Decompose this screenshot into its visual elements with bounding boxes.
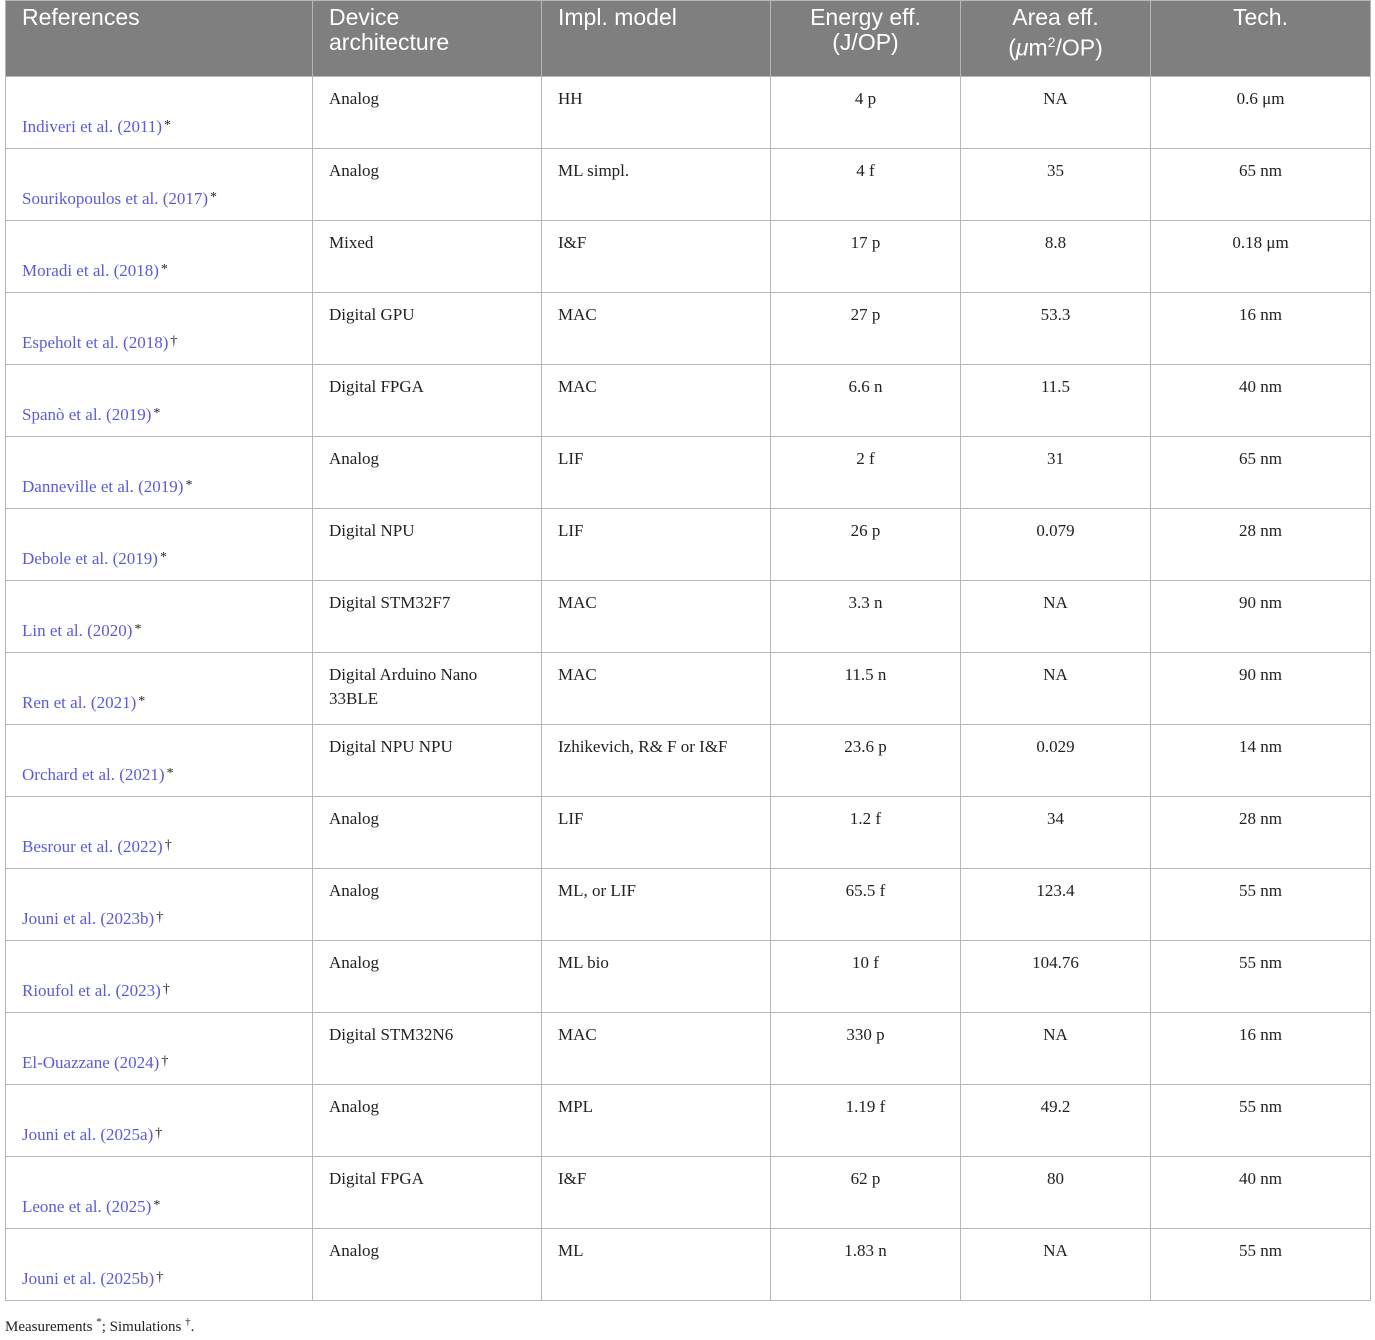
- device-architecture-value: Digital NPU: [329, 521, 415, 540]
- impl-model-value: ML bio: [558, 953, 609, 972]
- tech-value: 28 nm: [1239, 521, 1282, 540]
- cell-tech: [1151, 1157, 1371, 1229]
- cell-impl-model: [542, 293, 771, 365]
- cell-tech: [1151, 869, 1371, 941]
- table-row: [6, 365, 1371, 437]
- device-architecture-value: Digital FPGA: [329, 377, 424, 396]
- cell-device-architecture: [313, 221, 542, 293]
- energy-eff-value: 1.2 f: [849, 809, 882, 828]
- header-references-label: References: [22, 4, 140, 30]
- cell-reference: [6, 1157, 313, 1229]
- cell-impl-model: [542, 221, 771, 293]
- header-area-eff-mu: μ: [1015, 34, 1029, 61]
- energy-eff-value: 3.3 n: [848, 593, 883, 612]
- area-eff-value: NA: [1043, 665, 1068, 684]
- cell-device-architecture: [313, 437, 542, 509]
- tech-value: 16 nm: [1239, 1025, 1282, 1044]
- cell-impl-model: [542, 797, 771, 869]
- cell-area-eff: [961, 365, 1151, 437]
- header-area-eff-line1: Area eff.: [1012, 4, 1099, 30]
- cell-tech: [1151, 725, 1371, 797]
- cell-reference: [6, 509, 313, 581]
- cell-device-architecture: [313, 149, 542, 221]
- cell-device-architecture: [313, 941, 542, 1013]
- cell-reference: [6, 653, 313, 725]
- table-row: [6, 653, 1371, 725]
- footnote-measurements: Measurements: [5, 1319, 93, 1335]
- energy-eff-value: 23.6 p: [844, 737, 887, 756]
- cell-tech: [1151, 437, 1371, 509]
- cell-impl-model: [542, 1229, 771, 1301]
- impl-model-value: MAC: [558, 593, 597, 612]
- cell-area-eff: [961, 581, 1151, 653]
- impl-model-value: MAC: [558, 665, 597, 684]
- cell-impl-model: [542, 1085, 771, 1157]
- table-body: [6, 77, 1371, 1301]
- tech-value: 55 nm: [1239, 1097, 1282, 1116]
- cell-tech: [1151, 149, 1371, 221]
- energy-eff-value: 2 f: [856, 449, 875, 468]
- impl-model-value: I&F: [558, 1169, 587, 1188]
- tech-value: 55 nm: [1239, 881, 1282, 900]
- reference-link[interactable]: El-Ouazzane (2024): [22, 1053, 160, 1072]
- header-device-architecture: [313, 1, 542, 77]
- cell-impl-model: [542, 365, 771, 437]
- cell-impl-model: [542, 149, 771, 221]
- cell-tech: [1151, 941, 1371, 1013]
- impl-model-value: HH: [558, 89, 583, 108]
- device-architecture-value: Analog: [329, 1241, 380, 1260]
- reference-link[interactable]: Jouni et al. (2025a): [22, 1125, 154, 1144]
- footnote-simulations-mark: †: [185, 1316, 191, 1328]
- cell-reference: [6, 77, 313, 149]
- cell-device-architecture: [313, 797, 542, 869]
- reference-mark: *: [185, 478, 193, 493]
- cell-area-eff: [961, 653, 1151, 725]
- reference-link[interactable]: Rioufol et al. (2023): [22, 981, 161, 1000]
- area-eff-value: NA: [1043, 1241, 1068, 1260]
- device-architecture-value: Digital Arduino Nano 33BLE: [329, 665, 478, 708]
- cell-tech: [1151, 1013, 1371, 1085]
- energy-eff-value: 26 p: [850, 521, 881, 540]
- cell-energy-eff: [771, 1085, 961, 1157]
- cell-reference: [6, 437, 313, 509]
- cell-energy-eff: [771, 437, 961, 509]
- cell-energy-eff: [771, 941, 961, 1013]
- area-eff-value: 11.5: [1040, 377, 1071, 396]
- device-architecture-value: Digital NPU NPU: [329, 737, 453, 756]
- cell-energy-eff: [771, 1157, 961, 1229]
- header-area-eff-m: m: [1028, 34, 1048, 61]
- cell-impl-model: [542, 1157, 771, 1229]
- cell-device-architecture: [313, 1157, 542, 1229]
- table-row: [6, 149, 1371, 221]
- cell-energy-eff: [771, 797, 961, 869]
- cell-area-eff: [961, 437, 1151, 509]
- header-area-eff-line2: [977, 30, 1134, 61]
- tech-value: 65 nm: [1239, 449, 1282, 468]
- cell-area-eff: [961, 509, 1151, 581]
- cell-area-eff: [961, 797, 1151, 869]
- area-eff-value: 8.8: [1044, 233, 1067, 252]
- table-header: [6, 1, 1371, 77]
- cell-reference: [6, 581, 313, 653]
- cell-reference: [6, 1085, 313, 1157]
- cell-device-architecture: [313, 509, 542, 581]
- reference-mark: *: [138, 694, 146, 709]
- footnote-measurements-mark: *: [96, 1316, 102, 1328]
- reference-link[interactable]: Espeholt et al. (2018): [22, 333, 169, 352]
- device-architecture-value: Analog: [329, 881, 380, 900]
- impl-model-value: MAC: [558, 1025, 597, 1044]
- device-architecture-value: Analog: [329, 89, 380, 108]
- cell-area-eff: [961, 77, 1151, 149]
- reference-link[interactable]: Leone et al. (2025): [22, 1197, 152, 1216]
- energy-eff-value: 1.19 f: [845, 1097, 886, 1116]
- cell-area-eff: [961, 1157, 1151, 1229]
- cell-impl-model: [542, 581, 771, 653]
- cell-area-eff: [961, 221, 1151, 293]
- cell-reference: [6, 941, 313, 1013]
- impl-model-value: MAC: [558, 305, 597, 324]
- header-energy-eff: [771, 1, 961, 77]
- cell-device-architecture: [313, 1013, 542, 1085]
- cell-energy-eff: [771, 725, 961, 797]
- reference-mark: †: [161, 1054, 169, 1069]
- reference-link[interactable]: Besrour et al. (2022): [22, 837, 163, 856]
- cell-device-architecture: [313, 1085, 542, 1157]
- tech-value: 0.18 μm: [1232, 233, 1289, 252]
- impl-model-value: LIF: [558, 449, 584, 468]
- impl-model-value: MAC: [558, 377, 597, 396]
- header-impl-model: [542, 1, 771, 77]
- area-eff-value: 123.4: [1036, 881, 1075, 900]
- table-row: [6, 941, 1371, 1013]
- cell-device-architecture: [313, 77, 542, 149]
- device-architecture-value: Analog: [329, 1097, 380, 1116]
- impl-model-value: LIF: [558, 521, 584, 540]
- cell-energy-eff: [771, 1229, 961, 1301]
- tech-value: 0.6 μm: [1236, 89, 1285, 108]
- reference-mark: †: [156, 910, 164, 925]
- reference-mark: *: [159, 550, 167, 565]
- cell-impl-model: [542, 77, 771, 149]
- reference-mark: †: [155, 1126, 163, 1141]
- table-footnote: [5, 1316, 194, 1336]
- cell-device-architecture: [313, 293, 542, 365]
- reference-mark: *: [210, 190, 218, 205]
- tech-value: 40 nm: [1239, 377, 1282, 396]
- cell-impl-model: [542, 653, 771, 725]
- reference-mark: *: [153, 1198, 161, 1213]
- header-energy-eff-line2: (J/OP): [832, 29, 899, 55]
- cell-energy-eff: [771, 581, 961, 653]
- table-row: [6, 221, 1371, 293]
- cell-impl-model: [542, 509, 771, 581]
- cell-tech: [1151, 77, 1371, 149]
- device-architecture-value: Analog: [329, 809, 380, 828]
- cell-reference: [6, 869, 313, 941]
- tech-value: 16 nm: [1239, 305, 1282, 324]
- energy-eff-value: 62 p: [850, 1169, 881, 1188]
- cell-impl-model: [542, 725, 771, 797]
- area-eff-value: 31: [1047, 449, 1064, 468]
- table-row: [6, 581, 1371, 653]
- tech-value: 55 nm: [1239, 953, 1282, 972]
- device-architecture-value: Digital FPGA: [329, 1169, 424, 1188]
- cell-reference: [6, 1013, 313, 1085]
- cell-tech: [1151, 653, 1371, 725]
- area-eff-value: 0.079: [1036, 521, 1075, 540]
- cell-area-eff: [961, 869, 1151, 941]
- cell-device-architecture: [313, 869, 542, 941]
- reference-mark: *: [166, 766, 174, 781]
- area-eff-value: 35: [1047, 161, 1064, 180]
- impl-model-value: MPL: [558, 1097, 593, 1116]
- cell-reference: [6, 797, 313, 869]
- area-eff-value: 80: [1047, 1169, 1064, 1188]
- cell-area-eff: [961, 725, 1151, 797]
- area-eff-value: 53.3: [1040, 305, 1071, 324]
- device-architecture-value: Mixed: [329, 233, 374, 252]
- reference-link[interactable]: Danneville et al. (2019): [22, 477, 184, 496]
- cell-energy-eff: [771, 653, 961, 725]
- cell-tech: [1151, 797, 1371, 869]
- header-energy-eff-line1: Energy eff.: [810, 4, 921, 30]
- reference-mark: *: [134, 622, 142, 637]
- header-area-eff-prefix: (: [1008, 34, 1016, 61]
- energy-eff-value: 330 p: [846, 1025, 885, 1044]
- reference-link[interactable]: Debole et al. (2019): [22, 549, 158, 568]
- footnote-end: .: [190, 1319, 195, 1335]
- cell-reference: [6, 293, 313, 365]
- cell-reference: [6, 365, 313, 437]
- cell-energy-eff: [771, 869, 961, 941]
- cell-tech: [1151, 509, 1371, 581]
- impl-model-value: LIF: [558, 809, 584, 828]
- table-row: [6, 77, 1371, 149]
- header-area-eff-suffix: /OP): [1055, 34, 1103, 61]
- reference-link[interactable]: Ren et al. (2021): [22, 693, 137, 712]
- cell-energy-eff: [771, 509, 961, 581]
- cell-energy-eff: [771, 221, 961, 293]
- impl-model-value: Izhikevich, R& F or I&F: [558, 737, 728, 756]
- tech-value: 28 nm: [1239, 809, 1282, 828]
- cell-impl-model: [542, 869, 771, 941]
- energy-eff-value: 4 f: [856, 161, 875, 180]
- cell-tech: [1151, 581, 1371, 653]
- cell-tech: [1151, 365, 1371, 437]
- area-eff-value: 104.76: [1032, 953, 1079, 972]
- reference-mark: †: [162, 982, 170, 997]
- table-row: [6, 1157, 1371, 1229]
- cell-reference: [6, 221, 313, 293]
- footnote-separator: ;: [101, 1319, 110, 1335]
- energy-eff-value: 65.5 f: [845, 881, 886, 900]
- energy-eff-value: 1.83 n: [844, 1241, 887, 1260]
- table-row: [6, 293, 1371, 365]
- device-architecture-value: Digital GPU: [329, 305, 415, 324]
- cell-energy-eff: [771, 149, 961, 221]
- device-architecture-value: Analog: [329, 161, 380, 180]
- energy-eff-value: 4 p: [854, 89, 877, 108]
- device-architecture-value: Digital STM32N6: [329, 1025, 454, 1044]
- cell-energy-eff: [771, 365, 961, 437]
- cell-area-eff: [961, 1013, 1151, 1085]
- header-row: [6, 1, 1371, 77]
- header-area-eff-sup: 2: [1047, 34, 1056, 50]
- cell-area-eff: [961, 149, 1151, 221]
- cell-energy-eff: [771, 293, 961, 365]
- table-row: [6, 797, 1371, 869]
- impl-model-value: I&F: [558, 233, 587, 252]
- header-device-architecture-label: Device architecture: [329, 4, 450, 55]
- energy-eff-value: 6.6 n: [848, 377, 883, 396]
- area-eff-value: NA: [1043, 1025, 1068, 1044]
- tech-value: 14 nm: [1239, 737, 1282, 756]
- impl-model-value: ML, or LIF: [558, 881, 636, 900]
- table-row: [6, 437, 1371, 509]
- header-references: [6, 1, 313, 77]
- reference-mark: †: [164, 838, 172, 853]
- table-row: [6, 1229, 1371, 1301]
- energy-eff-value: 11.5 n: [844, 665, 887, 684]
- device-architecture-value: Analog: [329, 953, 380, 972]
- area-eff-value: 49.2: [1040, 1097, 1071, 1116]
- cell-area-eff: [961, 293, 1151, 365]
- area-eff-value: 34: [1047, 809, 1064, 828]
- cell-device-architecture: [313, 725, 542, 797]
- reference-link[interactable]: Moradi et al. (2018): [22, 261, 159, 280]
- cell-reference: [6, 1229, 313, 1301]
- reference-link[interactable]: Sourikopoulos et al. (2017): [22, 189, 209, 208]
- header-impl-model-label: Impl. model: [558, 4, 677, 30]
- reference-link[interactable]: Indiveri et al. (2011): [22, 117, 163, 136]
- device-architecture-value: Digital STM32F7: [329, 593, 451, 612]
- energy-eff-value: 27 p: [850, 305, 881, 324]
- cell-area-eff: [961, 1229, 1151, 1301]
- cell-reference: [6, 725, 313, 797]
- cell-tech: [1151, 1229, 1371, 1301]
- table-row: [6, 509, 1371, 581]
- cell-tech: [1151, 221, 1371, 293]
- table-row: [6, 869, 1371, 941]
- cell-energy-eff: [771, 1013, 961, 1085]
- footnote-simulations: Simulations: [109, 1319, 182, 1335]
- tech-value: 90 nm: [1239, 665, 1282, 684]
- reference-link[interactable]: Lin et al. (2020): [22, 621, 133, 640]
- area-eff-value: 0.029: [1036, 737, 1075, 756]
- cell-area-eff: [961, 941, 1151, 1013]
- table-row: [6, 1013, 1371, 1085]
- reference-link[interactable]: Spanò et al. (2019): [22, 405, 152, 424]
- reference-link[interactable]: Jouni et al. (2025b): [22, 1269, 155, 1288]
- header-tech-label: Tech.: [1233, 4, 1288, 30]
- cell-device-architecture: [313, 1229, 542, 1301]
- reference-mark: †: [170, 334, 178, 349]
- table-row: [6, 725, 1371, 797]
- device-architecture-value: Analog: [329, 449, 380, 468]
- cell-impl-model: [542, 941, 771, 1013]
- reference-mark: *: [164, 118, 172, 133]
- cell-tech: [1151, 1085, 1371, 1157]
- tech-value: 40 nm: [1239, 1169, 1282, 1188]
- cell-tech: [1151, 293, 1371, 365]
- impl-model-value: ML: [558, 1241, 584, 1260]
- energy-eff-value: 10 f: [852, 953, 879, 972]
- table-row: [6, 1085, 1371, 1157]
- reference-mark: *: [153, 406, 161, 421]
- tech-value: 65 nm: [1239, 161, 1282, 180]
- reference-mark: *: [160, 262, 168, 277]
- area-eff-value: NA: [1043, 593, 1068, 612]
- tech-value: 55 nm: [1239, 1241, 1282, 1260]
- cell-device-architecture: [313, 365, 542, 437]
- cell-energy-eff: [771, 77, 961, 149]
- area-eff-value: NA: [1043, 89, 1068, 108]
- cell-impl-model: [542, 437, 771, 509]
- comparison-table-container: [5, 0, 1370, 1301]
- cell-device-architecture: [313, 581, 542, 653]
- energy-eff-value: 17 p: [850, 233, 881, 252]
- header-tech: [1151, 1, 1371, 77]
- cell-area-eff: [961, 1085, 1151, 1157]
- cell-impl-model: [542, 1013, 771, 1085]
- cell-reference: [6, 149, 313, 221]
- cell-device-architecture: [313, 653, 542, 725]
- tech-value: 90 nm: [1239, 593, 1282, 612]
- header-area-eff: [961, 1, 1151, 77]
- reference-link[interactable]: Jouni et al. (2023b): [22, 909, 155, 928]
- impl-model-value: ML simpl.: [558, 161, 630, 180]
- reference-mark: †: [156, 1270, 164, 1285]
- comparison-table: [5, 0, 1371, 1301]
- reference-link[interactable]: Orchard et al. (2021): [22, 765, 165, 784]
